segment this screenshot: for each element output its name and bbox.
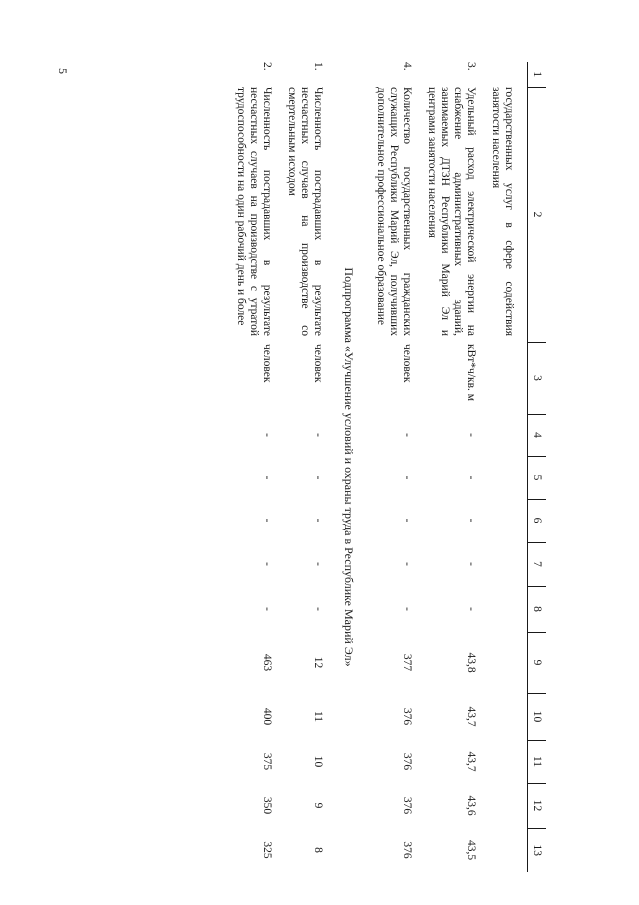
row-number: 3. (465, 62, 477, 71)
value-cell: 375 (261, 752, 273, 771)
value-cell: 376 (401, 796, 413, 815)
value-cell (489, 783, 528, 828)
column-header-10: 10 (528, 693, 547, 740)
value-cell: - (312, 607, 324, 611)
value-cell: - (401, 518, 413, 523)
column-header-5: 5 (528, 456, 547, 499)
value-cell: 43,8 (465, 652, 477, 673)
column-header-13: 13 (528, 828, 547, 872)
table-row (425, 62, 489, 872)
indicator-name: государственных услуг в сфере содействия занятости населения (490, 87, 515, 336)
rotated-table-container (121, 62, 546, 872)
value-cell: - (401, 433, 413, 437)
value-cell (489, 586, 528, 632)
value-cell: - (401, 607, 413, 611)
unit-cell (489, 342, 528, 414)
value-cell (489, 828, 528, 872)
value-cell (489, 456, 528, 499)
value-cell: - (465, 518, 477, 523)
value-cell: - (312, 475, 324, 480)
indicator-name: Количество государственных гражданских служащих Республики Марий Эл, получивших дополнительное профессиональное образование (375, 87, 413, 336)
value-cell (489, 499, 528, 542)
table-row (234, 62, 285, 872)
value-cell: 376 (401, 752, 413, 771)
value-cell: - (465, 562, 477, 566)
column-header-11: 11 (528, 740, 547, 783)
value-cell: - (261, 518, 273, 523)
value-cell (489, 693, 528, 740)
value-cell: 43,5 (465, 839, 477, 861)
value-cell: 12 (312, 656, 324, 669)
column-header-9: 9 (528, 632, 547, 693)
column-header-12: 12 (528, 783, 547, 828)
column-header-2: 2 (528, 87, 547, 342)
value-cell: 10 (312, 755, 324, 768)
value-cell (489, 632, 528, 693)
indicator-name: Численность пострадавших в результате несчастных случаев на производстве со смертельным исходом (286, 87, 324, 336)
unit-cell: человек (312, 344, 324, 383)
column-header-1: 1 (528, 62, 547, 87)
value-cell: 463 (261, 653, 273, 672)
value-cell: - (312, 433, 324, 437)
value-cell: 43,7 (465, 706, 477, 727)
value-cell: 400 (261, 707, 273, 726)
value-cell: 377 (401, 653, 413, 672)
value-cell: - (401, 475, 413, 480)
value-cell (489, 414, 528, 456)
value-cell: - (312, 562, 324, 566)
unit-cell: человек (401, 344, 413, 383)
column-header-6: 6 (528, 499, 547, 542)
value-cell (489, 740, 528, 783)
value-cell: - (261, 475, 273, 480)
column-header-4: 4 (528, 414, 547, 456)
value-cell: 11 (312, 710, 324, 723)
value-cell: 43,6 (465, 795, 477, 816)
subprogram-row (336, 62, 374, 872)
row-number: 4. (401, 62, 413, 71)
value-cell: - (465, 475, 477, 480)
value-cell: 8 (312, 847, 324, 853)
indicators-table (234, 62, 546, 872)
value-cell: - (401, 562, 413, 566)
subprogram-title: Подпрограмма «Улучшение условий и охраны труда в Республике Марий Эл» (342, 267, 357, 667)
column-header-8: 8 (528, 586, 547, 632)
table-row (285, 62, 336, 872)
value-cell: - (261, 607, 273, 611)
row-number (489, 62, 528, 87)
value-cell: 376 (401, 707, 413, 726)
column-header-row (528, 62, 547, 872)
value-cell: 325 (261, 841, 273, 859)
value-cell: 376 (401, 841, 413, 859)
value-cell: - (312, 518, 324, 523)
value-cell: 350 (261, 796, 273, 815)
value-cell: - (465, 607, 477, 611)
indicator-name: Численность пострадавших в результате несчастных случаев на производстве с утратой трудоспособности на один рабочий день и более (235, 87, 273, 336)
table-row (374, 62, 425, 872)
value-cell: 43,7 (465, 751, 477, 772)
value-cell: - (261, 562, 273, 566)
table-row (489, 62, 528, 872)
page-number: 5 (56, 68, 70, 74)
unit-cell: человек (261, 344, 273, 383)
value-cell: 9 (312, 802, 324, 809)
indicator-name: Удельный расход электрической энергии на снабжение административных зданий, занимаемых ДТЗН Республики Марий Эл и центрами занятости населения (426, 87, 477, 336)
value-cell (489, 542, 528, 586)
unit-cell: кВт*ч/кв. м (465, 344, 477, 402)
value-cell: - (465, 433, 477, 437)
column-header-7: 7 (528, 542, 547, 586)
value-cell: - (261, 433, 273, 437)
row-number: 2. (261, 62, 273, 71)
column-header-3: 3 (528, 342, 547, 414)
row-number: 1. (312, 62, 324, 71)
